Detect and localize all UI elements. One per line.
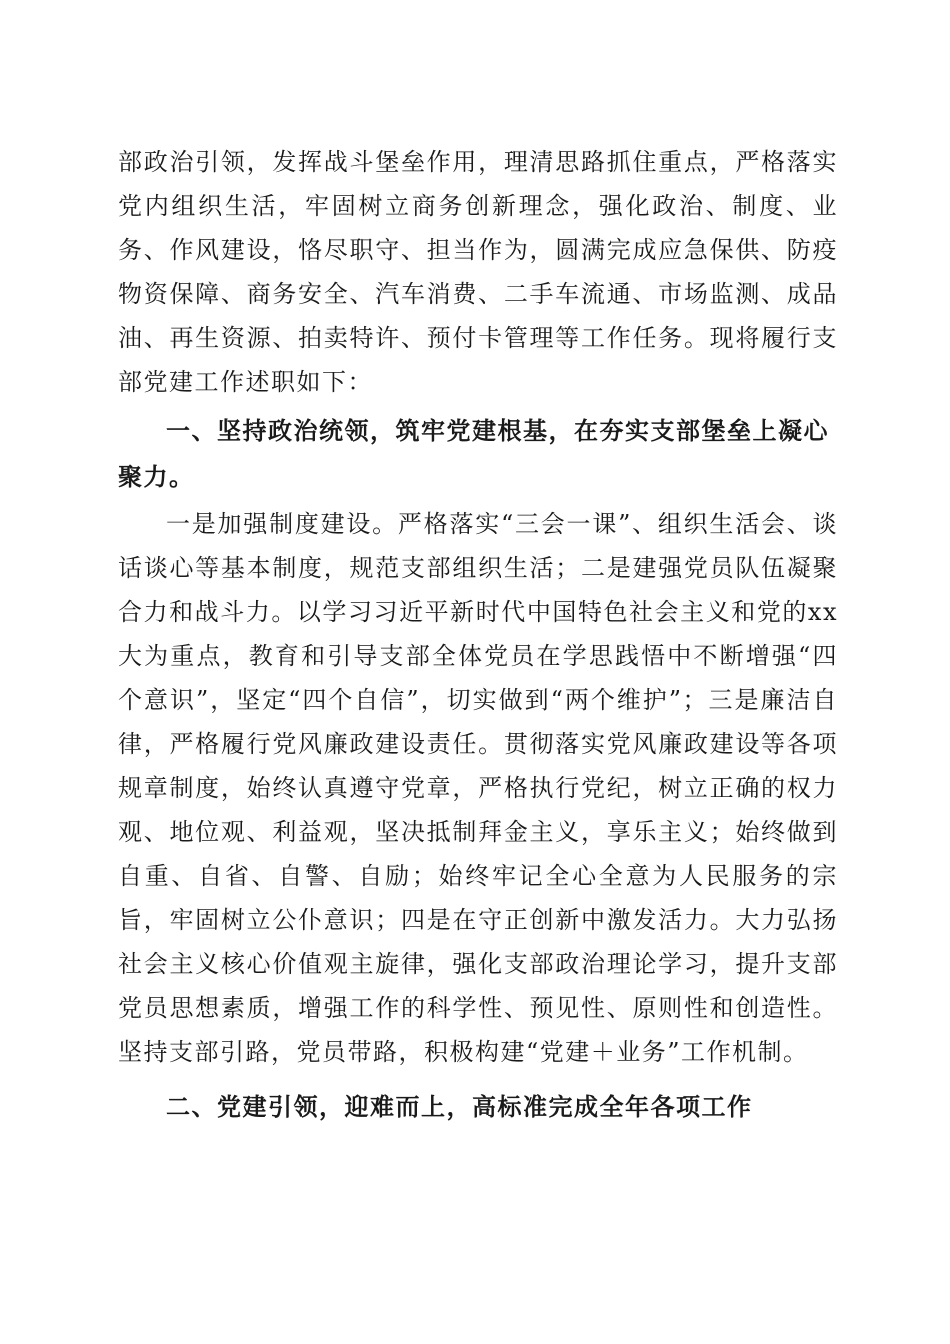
intro-paragraph: 部政治引领，发挥战斗堡垒作用，理清思路抓住重点，严格落实党内组织生活，牢固树立商务创新理念，强化政治、制度、业务、作风建设，恪尽职守、担当作为，圆满完成应急保供、防疫物资保障、商务安全、汽车消费、二手车流通、市场监测、成品油、再生资源、拍卖特许、预付卡管理等工作任务。现将履行支部党建工作述职如下：	[118, 148, 838, 396]
document-body	[118, 140, 838, 1130]
section-1-body: 一是加强制度建设。严格落实“三会一课”、组织生活会、谈话谈心等基本制度，规范支部组织生活；二是建强党员队伍凝聚合力和战斗力。以学习习近平新时代中国特色社会主义和党的xx大为重点，教育和引导支部全体党员在学思践悟中不断增强“四个意识”，坚定“四个自信”，切实做到“两个维护”；三是廉洁自律，严格履行党风廉政建设责任。贯彻落实党风廉政建设等各项规章制度，始终认真遵守党章，严格执行党纪，树立正确的权力观、地位观、利益观，坚决抵制拜金主义，享乐主义；始终做到自重、自省、自警、自励；始终牢记全心全意为人民服务的宗旨，牢固树立公仆意识；四是在守正创新中激发活力。大力弘扬社会主义核心价值观主旋律，强化支部政治理论学习，提升支部党员思想素质，增强工作的科学性、预见性、原则性和创造性。坚持支部引路，党员带路，积极构建“党建＋业务”工作机制。	[118, 510, 838, 1066]
section-1-heading: 一、坚持政治统领，筑牢党建根基，在夯实支部堡垒上凝心聚力。	[118, 417, 829, 491]
section-2-heading: 二、党建引领，迎难而上，高标准完成全年各项工作	[166, 1093, 753, 1121]
